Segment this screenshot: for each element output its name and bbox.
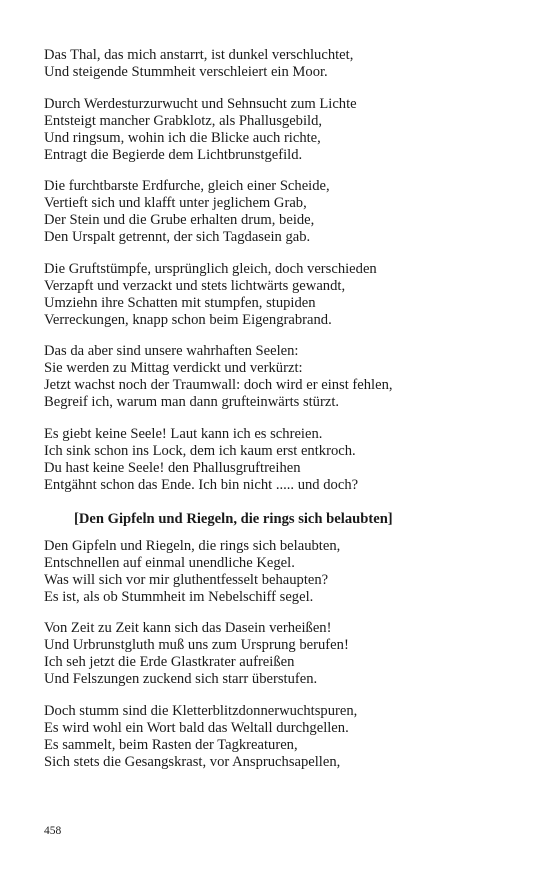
verse-line: Entschnellen auf einmal unendliche Kegel. bbox=[44, 554, 295, 571]
stanza bbox=[44, 343, 514, 411]
poem-title: [Den Gipfeln und Riegeln, die rings sich belaubten] bbox=[74, 510, 393, 527]
poem-1 bbox=[44, 47, 514, 494]
verse-line: Entsteigt mancher Grabklotz, als Phallusgebild, bbox=[44, 112, 323, 129]
verse-line: Entragt die Begierde dem Lichtbrunstgefild. bbox=[44, 146, 303, 163]
verse-line: Vertieft sich und klafft unter jeglichem Grab, bbox=[44, 195, 307, 211]
verse-line: Und steigende Stummheit verschleiert ein Moor. bbox=[44, 64, 328, 80]
verse-line: Der Stein und die Grube erhalten drum, beide, bbox=[44, 212, 315, 228]
verse-line: Sich stets die Gesangskrast, vor Anspruchsapellen, bbox=[44, 753, 341, 770]
stanza bbox=[44, 620, 514, 688]
verse-line: Verzapft und verzackt und stets lichtwärts gewandt, bbox=[44, 277, 346, 294]
verse-line: Verreckungen, knapp schon beim Eigengrabrand. bbox=[44, 311, 332, 328]
verse-line: Sie werden zu Mittag verdickt und verkürzt: bbox=[44, 360, 303, 376]
verse-line: Ich sink schon ins Lock, dem ich kaum erst entkroch. bbox=[44, 442, 356, 459]
verse-line: Das Thal, das mich anstarrt, ist dunkel verschluchtet, bbox=[44, 47, 354, 63]
stanza bbox=[44, 261, 514, 329]
stanza bbox=[44, 178, 514, 246]
verse-line: Den Gipfeln und Riegeln, die rings sich belaubten, bbox=[44, 537, 341, 554]
verse-line: Umziehn ihre Schatten mit stumpfen, stupiden bbox=[44, 294, 316, 311]
verse-line: Es wird wohl ein Wort bald das Weltall durchgellen. bbox=[44, 719, 349, 736]
verse-line: Die Gruftstümpfe, ursprünglich gleich, doch verschieden bbox=[44, 260, 377, 277]
stanza bbox=[44, 47, 514, 81]
verse-line: Doch stumm sind die Kletterblitzdonnerwuchtspuren, bbox=[44, 702, 358, 719]
stanza bbox=[44, 538, 514, 606]
verse-line: Und ringsum, wohin ich die Blicke auch richte, bbox=[44, 129, 321, 146]
page-body bbox=[44, 47, 514, 785]
verse-line: Es ist, als ob Stummheit im Nebelschiff segel. bbox=[44, 588, 314, 605]
verse-line: Ich seh jetzt die Erde Glastkrater aufreißen bbox=[44, 654, 295, 670]
verse-line: Es giebt keine Seele! Laut kann ich es schreien. bbox=[44, 425, 323, 442]
verse-line: Und Urbrunstgluth muß uns zum Ursprung berufen! bbox=[44, 637, 349, 653]
poem-2 bbox=[44, 511, 514, 771]
verse-line: Das da aber sind unsere wahrhaften Seelen: bbox=[44, 343, 299, 359]
verse-line: Begreif ich, warum man dann grufteinwärts stürzt. bbox=[44, 394, 340, 410]
verse-line: Die furchtbarste Erdfurche, gleich einer Scheide, bbox=[44, 178, 330, 194]
page-number: 458 bbox=[44, 825, 62, 837]
stanza bbox=[44, 426, 514, 494]
verse-line: Durch Werdesturzurwucht und Sehnsucht zum Lichte bbox=[44, 95, 357, 112]
stanza bbox=[44, 96, 514, 164]
verse-line: Von Zeit zu Zeit kann sich das Dasein verheißen! bbox=[44, 620, 332, 636]
verse-line: Es sammelt, beim Rasten der Tagkreaturen, bbox=[44, 736, 298, 753]
verse-line: Jetzt wachst noch der Traumwall: doch wird er einst fehlen, bbox=[44, 377, 393, 393]
verse-line: Was will sich vor mir gluthentfesselt behaupten? bbox=[44, 571, 329, 588]
stanza bbox=[44, 703, 514, 771]
verse-line: Und Felszungen zuckend sich starr überstufen. bbox=[44, 671, 318, 687]
verse-line: Entgähnt schon das Ende. Ich bin nicht ..... und doch? bbox=[44, 476, 359, 493]
verse-line: Du hast keine Seele! den Phallusgruftreihen bbox=[44, 459, 301, 476]
verse-line: Den Urspalt getrennt, der sich Tagdasein gab. bbox=[44, 229, 311, 245]
